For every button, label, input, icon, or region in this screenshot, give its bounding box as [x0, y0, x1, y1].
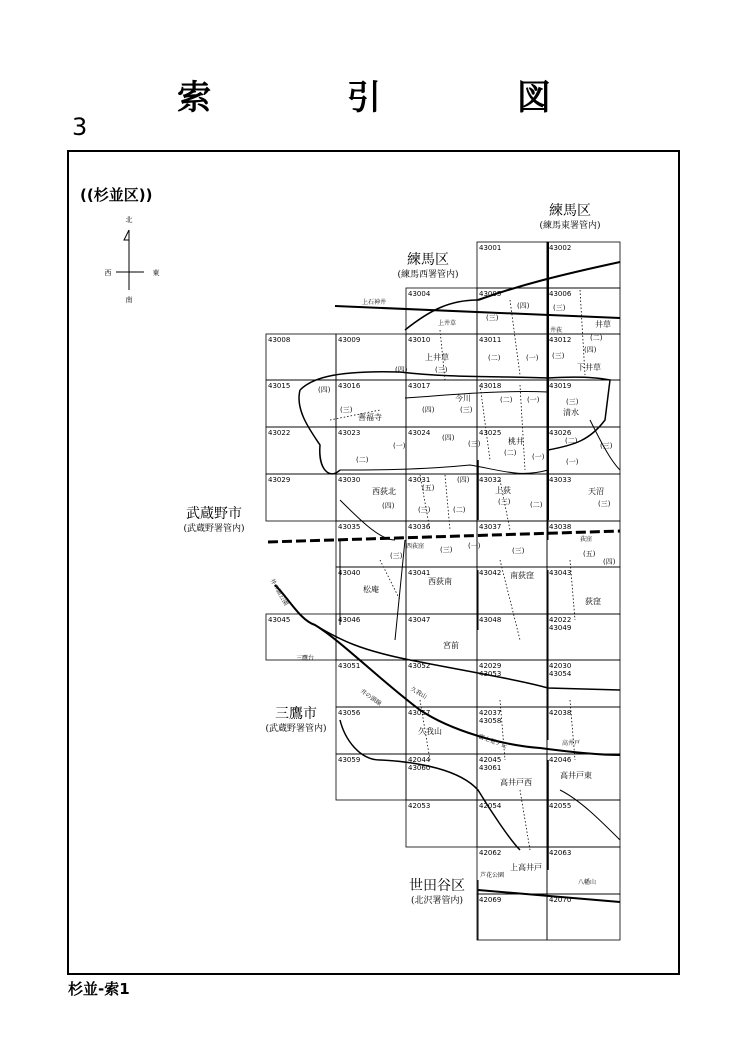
grid-cell-number: 42054 — [479, 802, 502, 810]
chome-label: (四) — [584, 346, 597, 354]
grid-cell-number: 43017 — [408, 382, 431, 390]
grid-cell-number: 43029 — [268, 476, 291, 484]
place-imagawa: 今川 — [455, 394, 471, 403]
place-momoi: 桃井 — [508, 437, 524, 446]
grid-cell-number: 42046 — [549, 756, 572, 764]
chome-label: (四) — [395, 366, 408, 374]
grid-cell-number: 43059 — [338, 756, 361, 764]
chome-label: (四) — [517, 302, 530, 310]
grid-cell-number: 43033 — [549, 476, 572, 484]
grid-cell-number: 43026 — [549, 429, 572, 437]
chome-label: (一) — [532, 453, 545, 461]
grid-cell-number: 42053 — [408, 802, 431, 810]
grid-cell-number: 43056 — [338, 709, 361, 717]
page-number: 3 — [72, 113, 88, 141]
page-footer: 杉並-索1 — [68, 980, 130, 998]
region-setagaya: 世田谷区 — [409, 878, 465, 894]
grid-cell-number: 43012 — [549, 336, 572, 344]
chome-label: (四) — [442, 434, 455, 442]
grid-cell-number: 43004 — [408, 290, 431, 298]
place-kamitakaido: 上高井戸 — [510, 863, 542, 872]
grid-cell-number: 43025 — [479, 429, 502, 437]
grid-cell-number: 43032 — [479, 476, 502, 484]
grid-cell-number: 43005 — [479, 290, 502, 298]
grid-cell-number: 43009 — [338, 336, 361, 344]
station-takaido: 高井戸 — [562, 740, 581, 747]
station-hachimanyama: 八幡山 — [578, 879, 597, 886]
compass-west: 西 — [104, 269, 112, 277]
place-miyamae: 宮前 — [443, 641, 459, 650]
railway-inokashira: 井の頭線 — [358, 687, 383, 708]
region-nerima-west-sub: (練馬西署管内) — [397, 270, 459, 280]
chome-label: (二) — [590, 334, 603, 342]
place-nishiogikita: 西荻北 — [372, 487, 396, 496]
grid-cell-number: 43041 — [408, 569, 431, 577]
grid-cell-number: 43006 — [549, 290, 572, 298]
grid-cell-number: 43043 — [549, 569, 572, 577]
place-igusa: 井草 — [595, 320, 611, 329]
station-ogikubo: 荻窪 — [580, 536, 593, 543]
grid-cell-number: 42044 — [408, 756, 431, 764]
chome-label: (一) — [468, 542, 481, 550]
grid-cell-number: 43001 — [479, 244, 502, 252]
grid-cell-number: 43057 — [408, 709, 431, 717]
ward-title: ((杉並区)) — [80, 186, 153, 204]
region-setagaya-sub: (北沢署管内) — [410, 896, 464, 906]
grid-cell-number: 43038 — [549, 523, 572, 531]
grid-cell-number: 43060 — [408, 764, 431, 772]
grid-cell-number: 42030 — [549, 662, 572, 670]
grid-cell-number: 42045 — [479, 756, 502, 764]
chome-label: (一) — [566, 458, 579, 466]
chome-label: (一) — [526, 354, 539, 362]
grid-cell-number: 43031 — [408, 476, 431, 484]
grid-cell-number: 42029 — [479, 662, 502, 670]
page-title: 索 引 図 — [177, 78, 613, 118]
station-nishiogikubo: 西荻窪 — [406, 543, 425, 550]
place-ogikubo: 荻窪 — [585, 597, 601, 606]
grid-cell-number: 43022 — [268, 429, 291, 437]
chome-label: (四) — [457, 476, 470, 484]
station-roka-koen: 芦花公園 — [480, 872, 505, 879]
chome-label: (一) — [527, 396, 540, 404]
chome-label: (三) — [440, 546, 453, 554]
station-kamiigusa: 上井草 — [438, 320, 457, 327]
grid-cell-number: 43042 — [479, 569, 502, 577]
boundary-lines — [299, 242, 620, 940]
chome-label: (三) — [390, 552, 403, 560]
grid-cell-number: 42063 — [549, 849, 572, 857]
chome-label: (四) — [603, 558, 616, 566]
chome-label: (二) — [488, 354, 501, 362]
chome-label: (二) — [565, 437, 578, 445]
chome-label: (三) — [468, 440, 481, 448]
region-nerima-east: 練馬区 — [549, 203, 591, 219]
grid-cell-number: 43040 — [338, 569, 361, 577]
grid-cell-number: 42055 — [549, 802, 572, 810]
grid-cell-number: 43035 — [338, 523, 361, 531]
station-fujimigaoka: 富士見ケ丘 — [477, 733, 508, 751]
grid-cell-number: 43036 — [408, 523, 431, 531]
place-shimizu: 清水 — [563, 408, 579, 417]
grid-cell-number: 43058 — [479, 717, 502, 725]
grid-cell-number: 43002 — [549, 244, 572, 252]
chome-label: (五) — [422, 484, 435, 492]
grid-cell-number: 43008 — [268, 336, 291, 344]
chome-label: (二) — [356, 456, 369, 464]
place-kamiogi: 上荻 — [495, 486, 511, 495]
place-takaido-higashi: 高井戸東 — [560, 771, 592, 780]
grid-cell-number: 43049 — [549, 624, 572, 632]
chome-label: (三) — [566, 398, 579, 406]
grid-cells — [266, 242, 620, 940]
compass-north: 北 — [125, 216, 133, 224]
grid-cell-number: 43030 — [338, 476, 361, 484]
station-kugayama: 久我山 — [409, 685, 429, 701]
compass-south: 南 — [125, 296, 133, 304]
station-mitakadai: 三鷹台 — [296, 655, 315, 662]
region-musashino: 武蔵野市 — [186, 506, 242, 522]
place-zenpukuji: 善福寺 — [358, 413, 382, 422]
chome-label: (一) — [393, 442, 406, 450]
chome-label: (三) — [498, 498, 511, 506]
grid-cell-number: 42022 — [549, 616, 572, 624]
chome-label: (三) — [600, 442, 613, 450]
grid-cell-number: 42037 — [479, 709, 502, 717]
place-kamiigusa: 上井草 — [425, 353, 449, 362]
chome-label: (二) — [504, 449, 517, 457]
grid-cell-number: 43053 — [479, 670, 502, 678]
chome-label: (三) — [460, 406, 473, 414]
chome-label: (五) — [583, 550, 596, 558]
chome-label: (四) — [422, 406, 435, 414]
grid-cell-number: 43023 — [338, 429, 361, 437]
chome-label: (二) — [530, 501, 543, 509]
grid-cell-number: 43015 — [268, 382, 291, 390]
chome-label: (三) — [418, 506, 431, 514]
chome-label: (二) — [500, 396, 513, 404]
grid-cell-number: 43019 — [549, 382, 572, 390]
grid-cell-number: 43054 — [549, 670, 572, 678]
grid-cell-number: 43024 — [408, 429, 431, 437]
grid-cell-number: 43048 — [479, 616, 502, 624]
grid-cell-number: 43016 — [338, 382, 361, 390]
place-nishiogiminami: 西荻南 — [428, 577, 452, 586]
grid-cell-number: 43052 — [408, 662, 431, 670]
grid-cell-number: 43045 — [268, 616, 291, 624]
region-nerima-west: 練馬区 — [407, 252, 449, 268]
chome-label: (四) — [382, 502, 395, 510]
grid-cell-number: 42069 — [479, 896, 502, 904]
grid-cell-number: 43061 — [479, 764, 502, 772]
chome-label: (三) — [435, 366, 448, 374]
place-shimoigusa: 下井草 — [577, 363, 601, 372]
grid-cell-number: 42070 — [549, 896, 572, 904]
place-shoan: 松庵 — [363, 585, 379, 594]
chome-label: (四) — [318, 386, 331, 394]
place-takaido-nishi: 高井戸西 — [500, 778, 532, 787]
station-inokashira-koen: 井の頭公園 — [268, 577, 290, 607]
compass-east: 東 — [152, 269, 160, 277]
grid-cell-number: 43010 — [408, 336, 431, 344]
grid-cell-number: 43011 — [479, 336, 502, 344]
chome-label: (三) — [486, 314, 499, 322]
grid-cell-number: 43037 — [479, 523, 502, 531]
compass-icon — [105, 215, 160, 304]
place-amanuma: 天沼 — [588, 487, 604, 496]
grid-cell-number: 42038 — [549, 709, 572, 717]
chome-label: (三) — [340, 406, 353, 414]
chome-label: (三) — [512, 547, 525, 555]
chome-label: (三) — [598, 500, 611, 508]
region-mitaka: 三鷹市 — [275, 706, 317, 722]
place-minamiogikubo: 南荻窪 — [510, 571, 534, 580]
station-kamishakujii: 上石神井 — [362, 299, 387, 306]
grid-cell-number: 43051 — [338, 662, 361, 670]
station-iogi: 井荻 — [550, 327, 563, 334]
region-musashino-sub: (武蔵野署管内) — [183, 524, 245, 534]
place-kugayama: 久我山 — [418, 727, 442, 736]
grid-cell-number: 43046 — [338, 616, 361, 624]
region-nerima-east-sub: (練馬東署管内) — [539, 221, 601, 231]
chome-label: (二) — [453, 506, 466, 514]
chome-label: (三) — [553, 304, 566, 312]
grid-cell-number: 42062 — [479, 849, 502, 857]
region-mitaka-sub: (武蔵野署管内) — [265, 724, 327, 734]
grid-cell-number: 43018 — [479, 382, 502, 390]
chome-label: (三) — [552, 352, 565, 360]
grid-cell-number: 43047 — [408, 616, 431, 624]
